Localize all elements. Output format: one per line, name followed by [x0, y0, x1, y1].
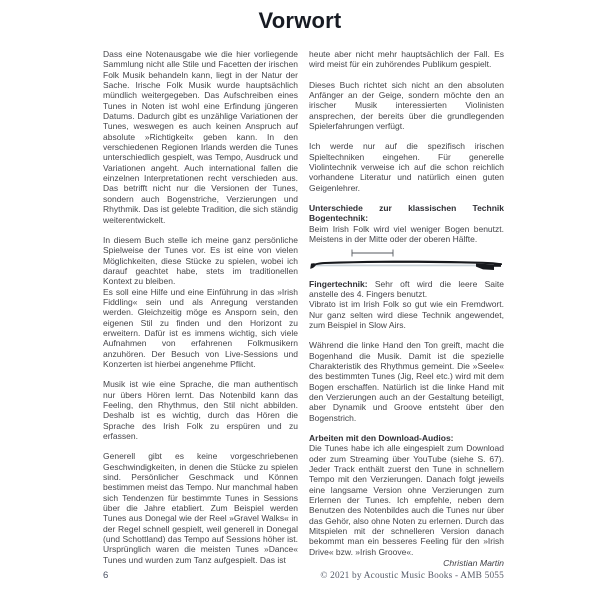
paragraph: Musik ist wie eine Sprache, die man authentisch nur übers Hören lernt. Das Notenbild kann das Feeling, den Rhythmus, den Stil nicht abbilden. Deshalb ist es wichtig, durch das Hören die Sprache des Irish Folk zu erspüren und zu erfassen. [103, 379, 298, 442]
author-signature: Christian Martin [443, 558, 504, 569]
fingertechnik-text: Sehr oft wird die leere Saite anstelle des 4. Fingers benutzt. [309, 278, 504, 299]
paragraph: Die Tunes habe ich alle eingespielt zum Download oder zum Streaming über YouTube (siehe S. 67). Jeder Track enthält zuerst den Tune in schnellem Tempo mit den Verzierungen. Danach folgt jeweils eine langsame Version ohne Verzierungen zum Erlernen der Tunes. Ich empfehle, neben dem Benutzen des Notenbildes auch die Tunes nur über das Gehör, also ohne Noten zu erlernen. Durch das Mitspielen mit der schnelleren Version danach bekommt man ein besseres Feeling für den »Irish Drive« bzw. »Irish Groove«. [309, 443, 504, 557]
page-number: 6 [103, 570, 109, 581]
fingertechnik-label: Fingertechnik: [309, 278, 368, 289]
paragraph: In diesem Buch stelle ich meine ganz persönliche Spielweise der Tunes vor. Es ist eine von vielen Möglichkeiten, diese Stücke zu spielen, wobei ich darauf geachtet habe, stets im traditionellen Kontext zu bleiben. [103, 234, 298, 287]
section-heading-audio: Arbeiten mit den Download-Audios: [309, 432, 454, 443]
bow-drawing [310, 260, 502, 269]
right-column [309, 49, 504, 575]
paragraph-fingertechnik [309, 279, 504, 331]
section-heading-technique: Unterschiede zur klassischen Technik [309, 203, 504, 214]
paragraph: heute aber nicht mehr hauptsächlich der Fall. Es wird meist für ein zuhörendes Publikum gespielt. [309, 49, 504, 70]
paragraph: Während die linke Hand den Ton greift, macht die Bogenhand die Musik. Damit ist die spezielle Charakteristik des Rhythmus gemeint. Die »Seele« des bestimmten Tunes (Jig, Reel etc.) wird mit dem Bogen erschaffen. Natürlich ist die linke Hand mit den Verzierungen auch an der Gestaltung beteiligt, aber Dynamik und Groove entsteht über den Bogenstrich. [309, 340, 504, 423]
paragraph: Beim Irish Folk wird viel weniger Bogen benutzt. Meistens in der Mitte oder der oberen Hälfte. [309, 223, 504, 245]
paragraph: Es soll eine Hilfe und eine Einführung in das »Irish Fiddling« sein und als Anregung verstanden werden. Gleichzeitig möge es Ansporn sein, den eigenen Stil zu finden und den Horizont zu erweitern. Dafür ist es immens wichtig, sich viele Aufnahmen von erfahrenen Folkmusikern anzuhören. Der Besuch von Live-Sessions und Konzerten ist hierbei angenehme Pflicht. [103, 286, 298, 369]
page-title: Vorwort [258, 8, 342, 33]
section-heading-bowing: Bogentechnik: [309, 213, 369, 224]
paragraph: Ich werde nur auf die spezifisch irischen Spieltechniken eingehen. Für generelle Violintechnik verweise ich auf die schon reichlich vorhandene Literatur und natürlich einen guten Geigenlehrer. [309, 141, 504, 193]
violin-bow-illustration [309, 248, 504, 274]
left-column [103, 49, 298, 575]
paragraph: Dass eine Notenausgabe wie die hier vorliegende Sammlung nicht alle Stile und Facetten der irischen Folk Musik behandeln kann, liegt in der Natur der Sache. Irische Folk Musik wurde hauptsächlich mündlich weitergegeben. Das Aufschreiben eines Tunes in Noten ist wohl eine Erfindung jüngeren Datums. Dadurch gibt es unzählige Variationen der Tunes, weswegen es auch keinen Anspruch auf absolute »Richtigkeit« geben kann. In den verschiedenen Regionen Irlands werden die Tunes unterschiedlich gespielt, was Tempo, Ausdruck und Variationen angeht. Auch international fallen die einzelnen Interpretationen recht verschieden aus. Das betrifft nicht nur die Versionen der Tunes, sondern auch Bogenstriche, Verzierungen und Rhythmik. Das ist gelebte Tradition, die sich ständig weiterentwickelt. [103, 49, 298, 225]
paragraph: Generell gibt es keine vorgeschriebenen Geschwindigkeiten, in denen die Stücke zu spielen sind. Persönlicher Geschmack und Können bestimmen meist das Tempo. Nur manchmal haben sich Tendenzen für bestimmte Tunes in Sessions über die Jahre etabliert. Zum Beispiel werden Tunes aus Donegal wie der Reel »Gravel Walks« in der Regel schnell gespielt, weil generell in Donegal (und Schottland) das Tempo auf Sessions höher ist. Ursprünglich waren die meisten Tunes »Dance« Tunes und wurden zum Tanz aufgespielt. Das ist [103, 451, 298, 565]
bow-section-bracket [352, 249, 393, 256]
copyright-line: © 2021 by Acoustic Music Books - AMB 5055 [320, 571, 504, 581]
two-column-text [103, 49, 504, 575]
paragraph: Dieses Buch richtet sich nicht an den absoluten Anfänger an der Geige, sondern möchte den an irischer Musik interessierten Violinisten ansprechen, der bereits über die grundlegenden Spielerfahrungen verfügt. [309, 79, 504, 132]
vibrato-text: Vibrato ist im Irish Folk so gut wie ein Fremdwort. Nur ganz selten wird diese Technik angewendet, zum Beispiel in Slow Airs. [309, 299, 504, 330]
